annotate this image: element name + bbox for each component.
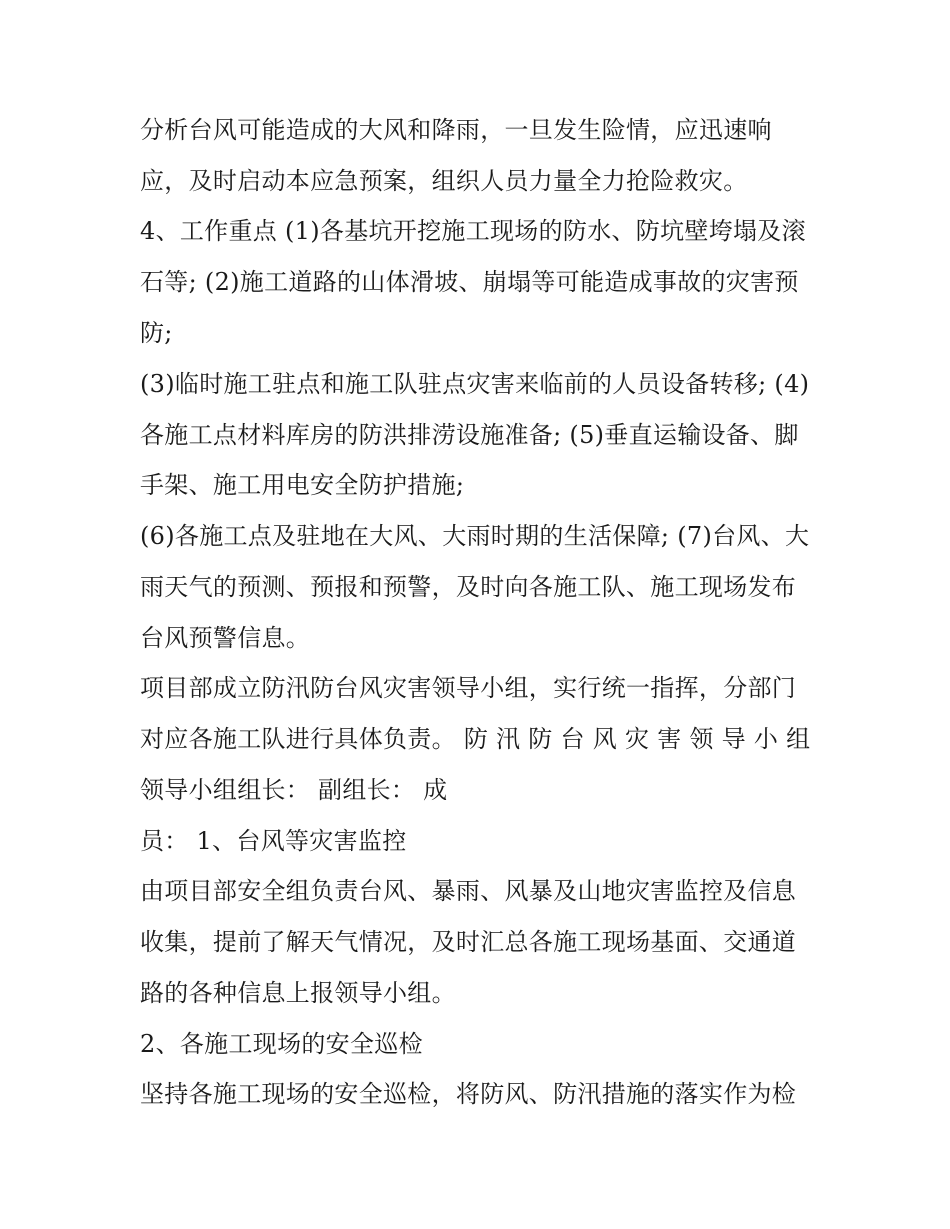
- text-line: 分析台风可能造成的大风和降雨，一旦发生险情，应迅速响: [140, 116, 772, 144]
- text-line: 由项目部安全组负责台风、暴雨、风暴及山地灾害监控及信息: [140, 877, 797, 905]
- text-line: 领导小组组长： 副组长： 成: [140, 776, 448, 804]
- text-line: (3)临时施工驻点和施工队驻点灾害来临前的人员设备转移; (4): [140, 370, 810, 398]
- text-line: 石等; (2)施工道路的山体滑坡、崩塌等可能造成事故的灾害预: [140, 268, 799, 296]
- text-line: 坚持各施工现场的安全巡检，将防风、防汛措施的落实作为检: [140, 1080, 797, 1108]
- text-line: 手架、施工用电安全防护措施;: [140, 471, 465, 499]
- text-line: 员： 1、台风等灾害监控: [140, 827, 407, 855]
- text-line: (6)各施工点及驻地在大风、大雨时期的生活保障; (7)台风、大: [140, 522, 810, 550]
- text-line: 雨天气的预测、预报和预警，及时向各施工队、施工现场发布: [140, 573, 797, 601]
- text-line: 应，及时启动本应急预案，组织人员力量全力抢险救灾。: [140, 167, 748, 195]
- text-line: 防;: [140, 319, 173, 347]
- text-line: 路的各种信息上报领导小组。: [140, 979, 456, 1007]
- text-line: 项目部成立防汛防台风灾害领导小组，实行统一指挥，分部门: [140, 674, 797, 702]
- text-line: 4、工作重点 (1)各基坑开挖施工现场的防水、防坑壁垮塌及滚: [140, 217, 806, 245]
- text-line: 收集，提前了解天气情况，及时汇总各施工现场基面、交通道: [140, 928, 797, 956]
- text-line: 台风预警信息。: [140, 624, 311, 652]
- text-line: 2、各施工现场的安全巡检: [140, 1030, 423, 1058]
- text-line: 各施工点材料库房的防洪排涝设施准备; (5)垂直运输设备、脚: [140, 421, 799, 449]
- text-line: 对应各施工队进行具体负责。 防 汛 防 台 风 灾 害 领 导 小 组: [140, 725, 811, 753]
